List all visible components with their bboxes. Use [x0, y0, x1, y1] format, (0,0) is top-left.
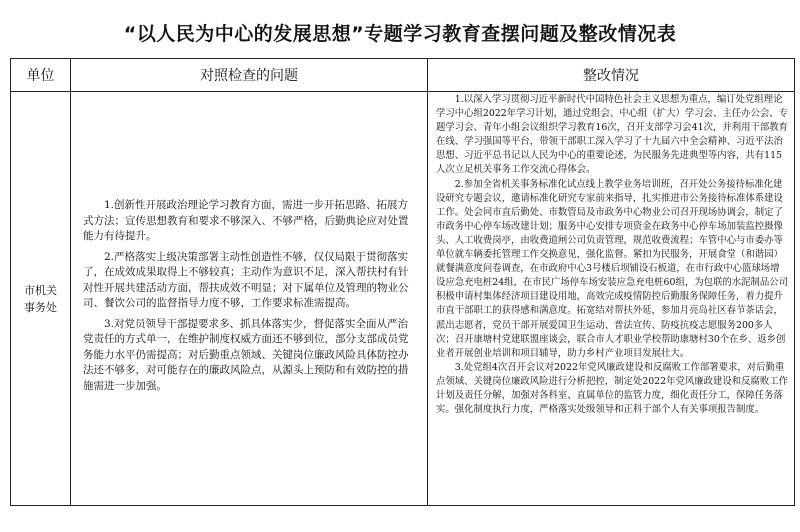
rectification-table [10, 58, 795, 506]
fix-item-3: 3.处党组4次召开会议对2022年党风廉政建设和反腐败工作部署要求，对后勤重点领域、关键岗位廉政风险进行分析把控，制定处2022年党风廉政建设和反腐败工作计划及责任分解，加强对各科室、直属单位的监管力度，细化责任分工，保障任务落实。强化制度执行力度，严格落实处级领导和正科干部个人有关事项报告制度。 [436, 361, 788, 416]
header-fixes: 整改情况 [428, 59, 795, 92]
header-issues: 对照检查的问题 [71, 59, 428, 92]
unit-cell: 市机关事务处 [11, 92, 71, 506]
issue-item-1: 1.创新性开展政治理论学习教育方面，需进一步开拓思路、拓展方式方法；宣传思想教育和要求不够深入、不够严格，后勤典论应对处置能力有待提升。 [83, 199, 409, 242]
fix-item-2: 2.参加全省机关事务标准化试点线上教学业务培训班，召开处公务接待标准化建设研究专题会议，邀请标准化研究专家前来指导，扎实推进市公务接待标准体系建设工作。处会同市直后勤处、市数管局及市政务中心物业公司召开现场协调会，制定了市政务中心停车场改建计划；服务中心安排专项资金在政务中心停车场加装监控摄像头、人工收费岗亭，由收费道闸公司负责管理，规范收费流程；车管中心与市委办等单位就车辆委托管理工作交换意见，强化监督。紧扣为民服务，开展食堂（和谐园）就餐满意度问卷调查，在市政府中心3号楼后坝铺设石板道，在市行政中心篮球场增设应急充电桩24组，在市民广场停车场安装应急充电桩60组，为包联的水泥制品公司积极申请村集体经济项目建设用地，高效完成疫情防控后勤服务保障任务，着力提升市直干部职工的获得感和满意度。拓宽结对帮扶外延，参加月亮岛社区春节茶话会，派出志愿者，党员干部开展爱国卫生运动、普法宣传、防疫抗疫志愿服务200多人次；召开康塘村党建联盟座谈会，联合市人才职业学校帮助康塘村30个在乡、返乡创业者开展创业培训和项目辅导，助力乡村产业项目发展壮大。 [436, 178, 788, 359]
issues-cell [71, 92, 428, 506]
issue-item-2: 2.严格落实上级决策部署主动性创造性不够，仅仅局限于贯彻落实了，在成效成果取得上不够较真；主动作为意识不足，深入帮扶村有针对性开展共建活动方面，帮扶成效不明显；对下属单位及管理的物业公司、餐饮公司的监督指导力度不够，工作要求标准需提高。 [83, 250, 409, 309]
issue-item-3: 3.对党员领导干部提要求多、抓具体落实少，督促落实全面从严治党责任的方式单一，在维护制度权威方面还不够到位，部分支部成员党务能力水平仍需提高；对后勤重点领域、关键岗位廉政风险具体防控办法还不够多，对可能存在的廉政风险点，从源头上预防和有效防控的措施需进一步加强。 [83, 317, 409, 392]
fix-item-1: 1.以深入学习贯彻习近平新时代中国特色社会主义思想为重点，编订处党组理论学习中心组2022年学习计划，通过党组会、中心组（扩大）学习会、主任办公会、专题学习会、青年小组会议组织学习教育16次，召开支部学习会41次，并利用干部教育在线、学习强国等平台，带领干部职工深入学习了十九届六中全会精神、习近平法治思想、习近平总书记以人民为中心的重要论述，为民服务先进典型等内容，共有115人次立足机关事务工作交流心得体会。 [436, 94, 788, 176]
fixes-cell [428, 92, 795, 506]
header-unit: 单位 [11, 59, 71, 92]
table-header-row [11, 59, 795, 92]
table-row [11, 92, 795, 506]
document-title: “以人民为中心的发展思想”专题学习教育查摆问题及整改情况表 [123, 23, 677, 45]
